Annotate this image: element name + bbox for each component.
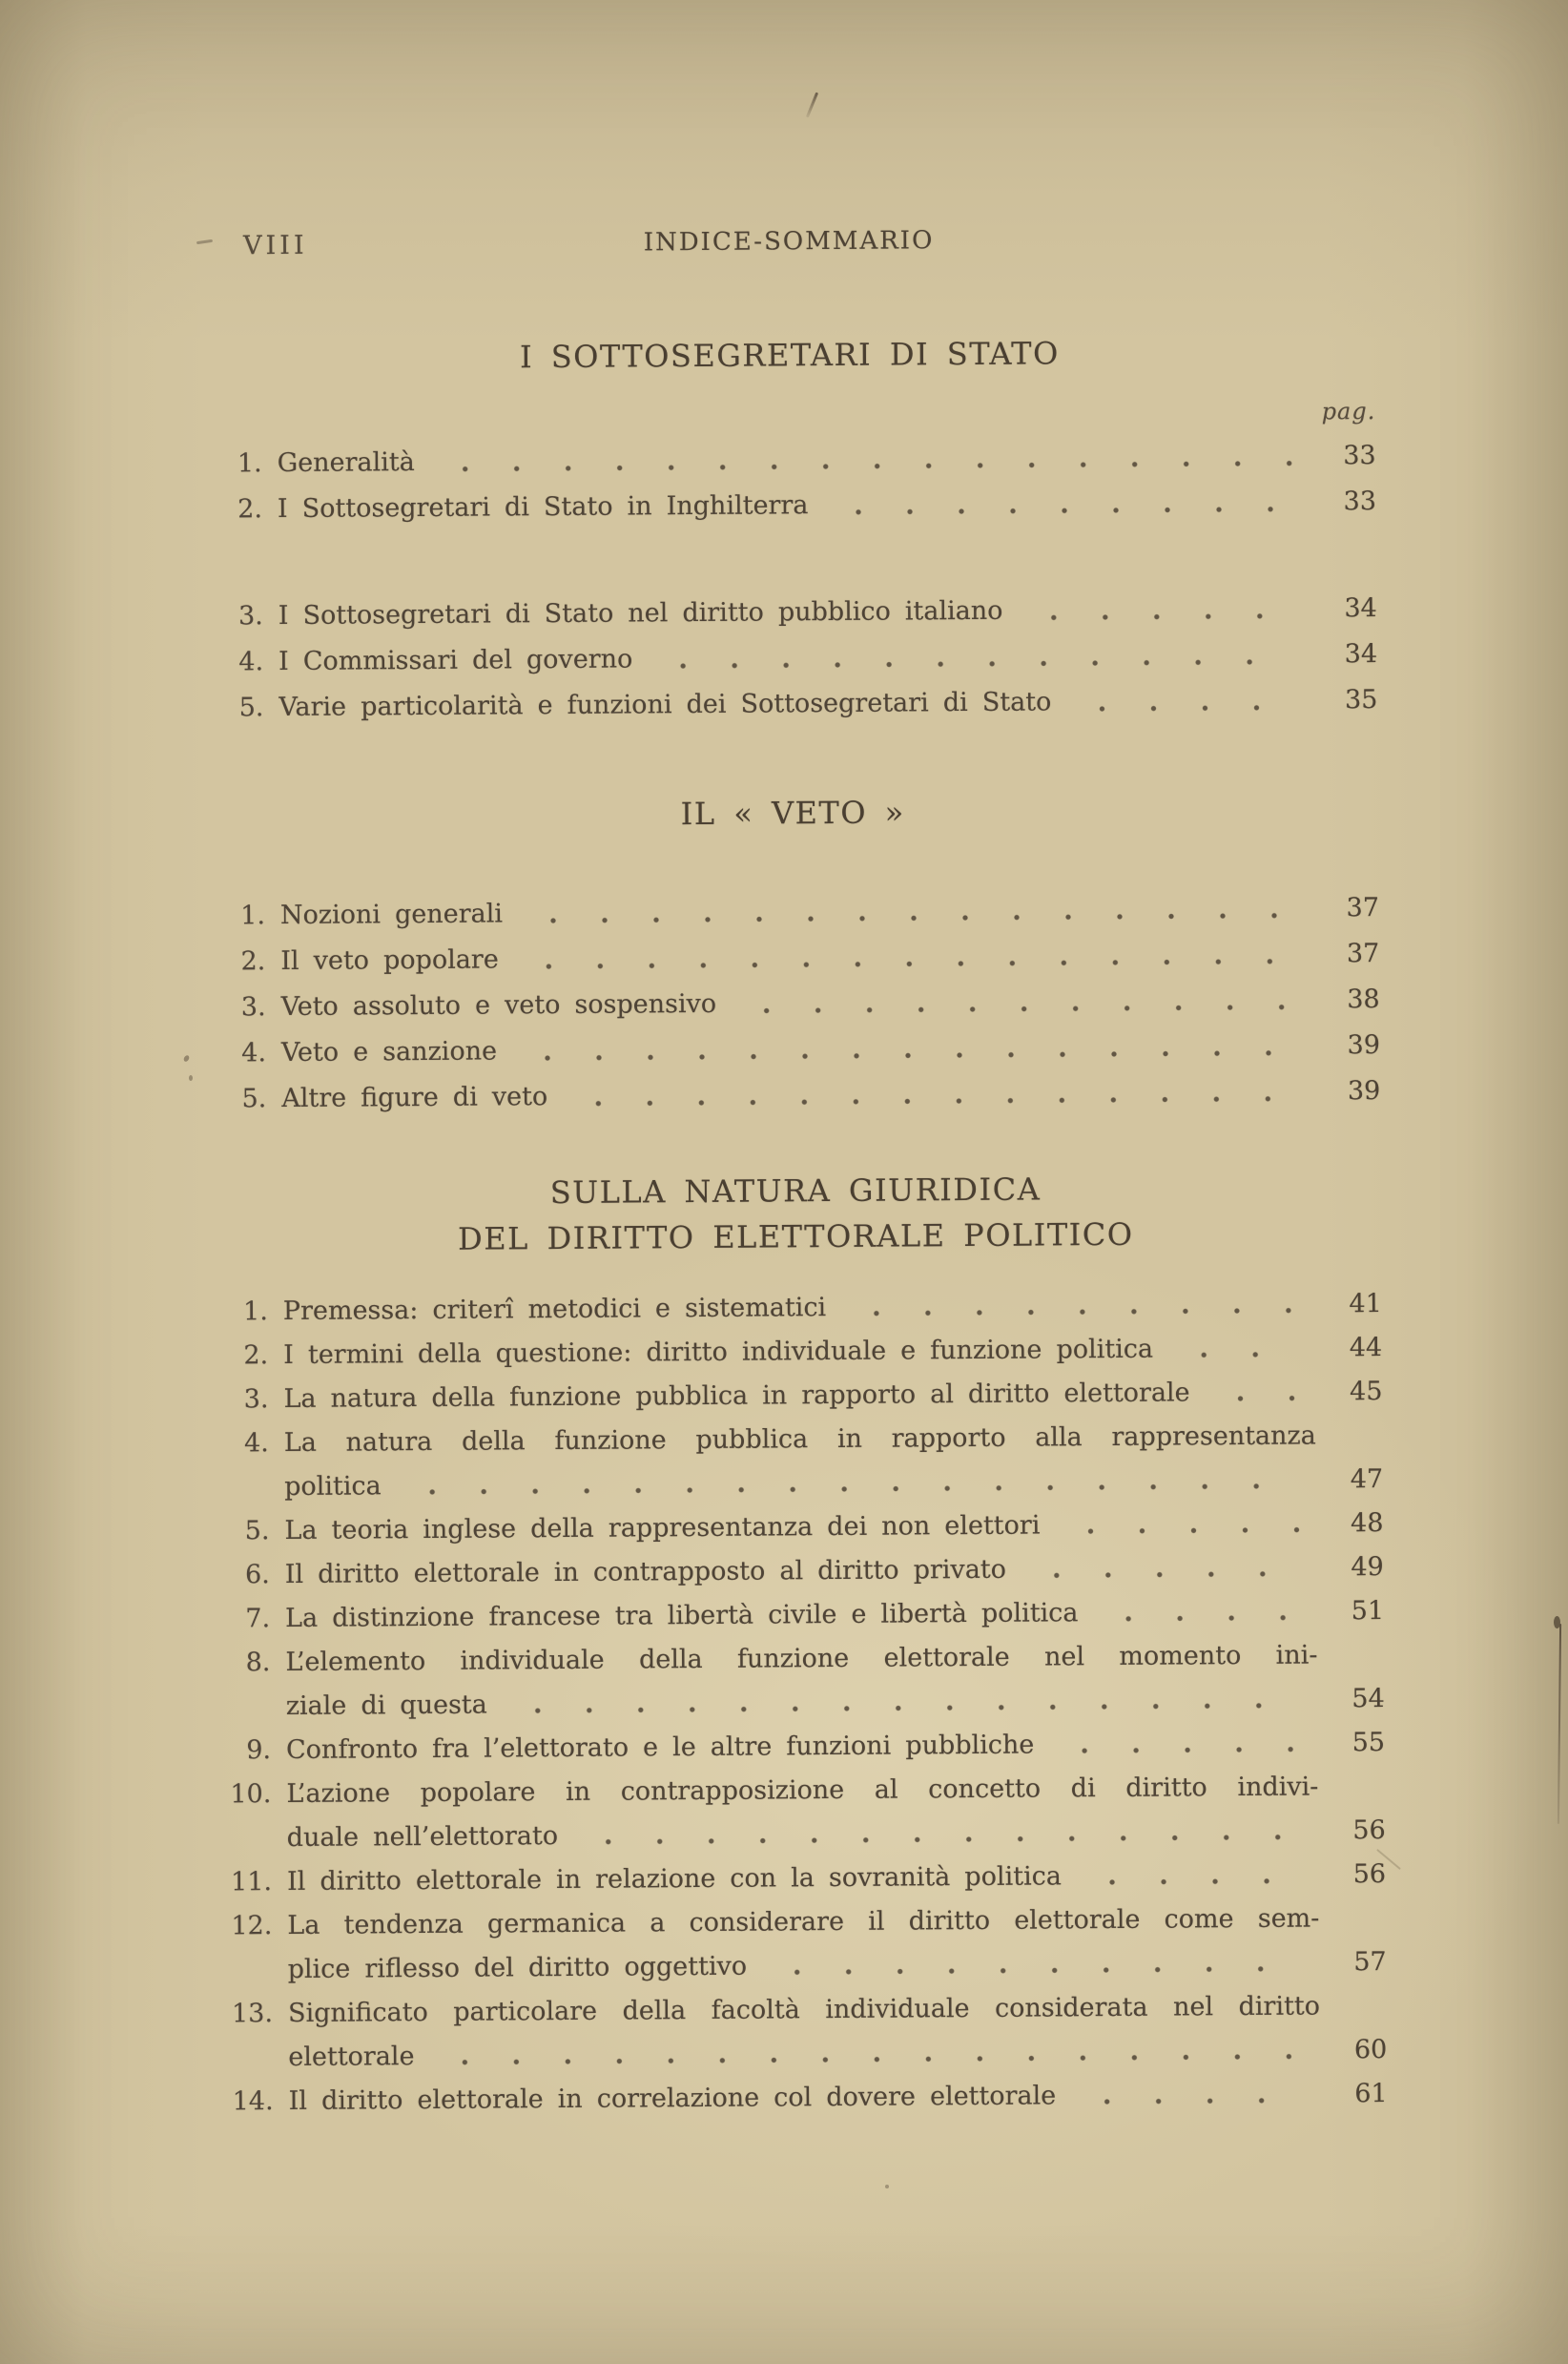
- entry-text-line: Varie particolarità e funzioni dei Sottosegretari di Stato: [279, 687, 1052, 723]
- entry-page: 60: [1353, 2034, 1388, 2065]
- entry-number: 8.: [245, 1648, 271, 1678]
- entry-body: [284, 1502, 1316, 1553]
- entry-body: [279, 677, 1310, 731]
- entry-text-line: I termini della questione: diritto individuale e funzione politica: [283, 1334, 1154, 1371]
- dot-leader: [638, 632, 1297, 683]
- entry-number: 2.: [243, 1340, 269, 1371]
- entry-page: 51: [1351, 1595, 1385, 1627]
- section-title-line: SULLA NATURA GIURIDICA: [549, 1171, 1042, 1212]
- entry-number: 4.: [238, 647, 264, 677]
- dot-leader: [1083, 1590, 1304, 1636]
- entry-text-line: La natura della funzione pubblica in rapporto al diritto elettorale: [283, 1378, 1190, 1415]
- toc-entry: [213, 1633, 1385, 1730]
- dot-leader: [1062, 2073, 1308, 2119]
- entry-text-line: ziale di questa: [285, 1690, 487, 1722]
- entry-number: 1.: [240, 901, 266, 931]
- entry-text-line: elettorale: [288, 2042, 415, 2073]
- entry-number: 3.: [240, 992, 266, 1023]
- entry-number: 12.: [231, 1911, 273, 1941]
- dot-leader: [505, 932, 1300, 984]
- toc-entry: [216, 1984, 1388, 2081]
- dot-leader: [722, 978, 1300, 1027]
- entry-text-line: I Commissari del governo: [279, 644, 633, 677]
- toc-entry: [206, 632, 1377, 686]
- toc-entry: [205, 433, 1376, 487]
- section-title-line: I SOTTOSEGRETARI DI STATO: [519, 335, 1060, 376]
- entry-text-line: L’elemento individuale della funzione elettorale nel momento ini-: [285, 1640, 1318, 1678]
- entry-number: 3.: [243, 1384, 269, 1415]
- entry-body: [279, 632, 1310, 685]
- entry-body: [283, 1370, 1315, 1421]
- dot-leader: [387, 1459, 1304, 1509]
- dot-leader: [553, 1069, 1300, 1120]
- entry-body: [285, 1545, 1317, 1597]
- entry-body: [277, 433, 1309, 487]
- entry-text-line: Generalità: [277, 447, 415, 479]
- folio-number: VIII: [242, 230, 308, 261]
- entry-number: 5.: [241, 1084, 267, 1114]
- running-title: INDICE-SOMMARIO: [643, 226, 935, 258]
- entry-number: 13.: [231, 1999, 274, 2029]
- entry-number: 4.: [243, 1428, 269, 1459]
- toc-entry: [205, 479, 1376, 533]
- dot-leader: [1008, 587, 1297, 634]
- dot-leader: [1012, 1546, 1304, 1592]
- entry-text-line: I Sottosegretari di Stato in Inghilterra: [277, 490, 809, 525]
- entry-text-line: L’azione popolare in contrapposizione al concetto di diritto indivi-: [286, 1772, 1319, 1810]
- entry-number: 10.: [230, 1779, 272, 1810]
- toc-entry: [206, 677, 1377, 732]
- entry-list: [208, 885, 1381, 1123]
- entry-text-line: plice riflesso del diritto oggettivo: [287, 1951, 748, 1985]
- entry-text-line: politica: [284, 1471, 382, 1503]
- dot-leader: [753, 1941, 1307, 1989]
- entry-text-line: La distinzione francese tra libertà civile e libertà politica: [285, 1598, 1079, 1634]
- entry-page: 48: [1350, 1507, 1384, 1539]
- section-title-line: DEL DIRITTO ELETTORALE POLITICO: [457, 1215, 1134, 1257]
- dot-leader: [1195, 1371, 1302, 1416]
- toc-entry: [208, 977, 1379, 1031]
- entry-page: 37: [1346, 938, 1380, 969]
- entry-text-line: Veto assoluto e veto sospensivo: [280, 988, 717, 1023]
- dot-leader: [1057, 678, 1297, 726]
- toc-entry: [215, 1897, 1387, 1993]
- dot-leader: [1040, 1722, 1305, 1768]
- entry-page: 41: [1349, 1288, 1382, 1319]
- entry-body: [286, 1721, 1318, 1773]
- entry-number: 11.: [230, 1867, 273, 1897]
- entry-text-line: I Sottosegretari di Stato nel diritto pubblico italiano: [278, 595, 1003, 632]
- entry-body: [279, 586, 1310, 639]
- toc-section: [204, 328, 1378, 732]
- dot-leader: [564, 1810, 1306, 1858]
- entry-body: [286, 1765, 1319, 1860]
- toc-section: [210, 1164, 1388, 2125]
- entry-text-line: La tendenza germanica a considerare il diritto elettorale come sem-: [287, 1903, 1320, 1941]
- dot-leader: [493, 1678, 1305, 1728]
- entry-page: 33: [1343, 487, 1377, 517]
- toc-entry: [209, 1068, 1380, 1123]
- entry-body: [278, 479, 1310, 532]
- entry-body: [280, 885, 1312, 939]
- entry-number: 3.: [237, 601, 263, 632]
- entry-page: 56: [1352, 1814, 1386, 1846]
- entry-page: 34: [1344, 638, 1378, 670]
- toc-entry: [209, 1023, 1380, 1077]
- entry-body: [281, 1068, 1313, 1122]
- entry-number: 2.: [237, 494, 263, 525]
- entry-text-line: duale nell’elettorato: [286, 1821, 559, 1854]
- entry-body: [287, 1853, 1319, 1904]
- entry-number: 7.: [245, 1604, 271, 1634]
- entry-page: 38: [1347, 984, 1380, 1015]
- entry-text-line: Premessa: criterî metodici e sistematici: [282, 1293, 827, 1327]
- entry-body: [285, 1589, 1317, 1641]
- entry-text-line: Il veto popolare: [280, 944, 499, 977]
- dot-leader: [508, 886, 1299, 938]
- entry-number: 1.: [237, 448, 262, 479]
- entry-page: 37: [1346, 892, 1380, 923]
- entry-body: [287, 1897, 1320, 1992]
- toc-entry: [216, 2072, 1387, 2125]
- pag-row: [204, 397, 1375, 434]
- pag-label: pag.: [1321, 398, 1376, 425]
- entry-number: 14.: [232, 2086, 274, 2117]
- entry-page: 33: [1343, 441, 1376, 471]
- toc-sections: [204, 328, 1388, 2125]
- toc-entry: [206, 586, 1377, 640]
- entry-number: 5.: [244, 1516, 270, 1546]
- entry-number: 1.: [242, 1296, 268, 1327]
- entry-text-line: Significato particolare della facoltà individuale considerata nel diritto: [287, 1991, 1321, 2029]
- section-title: [207, 786, 1378, 840]
- entry-page: 45: [1350, 1376, 1383, 1407]
- entry-page: 57: [1353, 1946, 1387, 1978]
- entry-text-line: La natura della funzione pubblica in rapporto alla rappresentanza: [283, 1420, 1316, 1459]
- entry-text-line: Veto e sanzione: [280, 1036, 498, 1068]
- dot-leader: [1067, 1854, 1306, 1899]
- entry-text-line: Il diritto elettorale in relazione con la sovranità politica: [286, 1861, 1063, 1897]
- entry-page: 34: [1344, 593, 1377, 624]
- entry-body: [281, 1023, 1313, 1076]
- entry-body: [284, 1414, 1317, 1509]
- section-title: [210, 1164, 1382, 1264]
- entry-page: 39: [1347, 1029, 1381, 1061]
- dot-leader: [503, 1024, 1300, 1075]
- entry-number: 4.: [241, 1038, 267, 1068]
- dot-leader: [832, 1283, 1302, 1330]
- entry-number: 9.: [246, 1735, 272, 1766]
- entry-body: [283, 1326, 1315, 1378]
- entry-body: [288, 2072, 1320, 2124]
- entry-number: 6.: [244, 1560, 270, 1590]
- toc-entry: [214, 1765, 1386, 1861]
- entry-page: 35: [1344, 684, 1378, 715]
- entry-page: 49: [1351, 1551, 1384, 1583]
- dot-leader: [814, 480, 1296, 529]
- entry-page: 39: [1347, 1075, 1381, 1107]
- entry-number: 2.: [240, 946, 266, 977]
- section-title: [204, 328, 1375, 383]
- entry-body: [280, 977, 1312, 1030]
- dot-leader: [420, 2029, 1307, 2079]
- page-header: [0, 222, 1561, 267]
- entry-text-line: Il diritto elettorale in contrapposto al diritto privato: [284, 1554, 1007, 1590]
- dot-leader: [1159, 1327, 1302, 1372]
- dot-leader: [1045, 1503, 1303, 1548]
- section-title-line: IL « VETO »: [680, 794, 905, 833]
- entry-page: 47: [1350, 1463, 1384, 1495]
- entry-list: [211, 1282, 1388, 2125]
- entry-body: [285, 1633, 1318, 1729]
- entry-text-line: Altre figure di veto: [281, 1082, 548, 1114]
- entry-body: [280, 931, 1312, 985]
- entry-page: 56: [1352, 1858, 1387, 1890]
- entry-number: 5.: [238, 693, 264, 723]
- entry-body: [288, 1984, 1321, 2080]
- toc-entry: [208, 931, 1379, 985]
- entry-page: 54: [1351, 1683, 1385, 1714]
- entry-text-line: Il diritto elettorale in correlazione col dovere elettorale: [288, 2081, 1057, 2117]
- toc-entry: [208, 885, 1379, 940]
- entry-text-line: Confronto fra l’elettorato e le altre funzioni pubbliche: [285, 1730, 1035, 1766]
- entry-page: 61: [1354, 2078, 1388, 2109]
- entry-body: [283, 1282, 1315, 1334]
- toc-section: [207, 786, 1380, 1123]
- dot-leader: [421, 434, 1296, 486]
- entry-text-line: Nozioni generali: [279, 899, 504, 931]
- entry-list: [205, 433, 1378, 732]
- entry-page: 55: [1351, 1727, 1386, 1758]
- toc-entry: [212, 1414, 1384, 1510]
- entry-text-line: La teoria inglese della rappresentanza dei non elettori: [284, 1510, 1041, 1546]
- entry-page: 44: [1349, 1332, 1383, 1363]
